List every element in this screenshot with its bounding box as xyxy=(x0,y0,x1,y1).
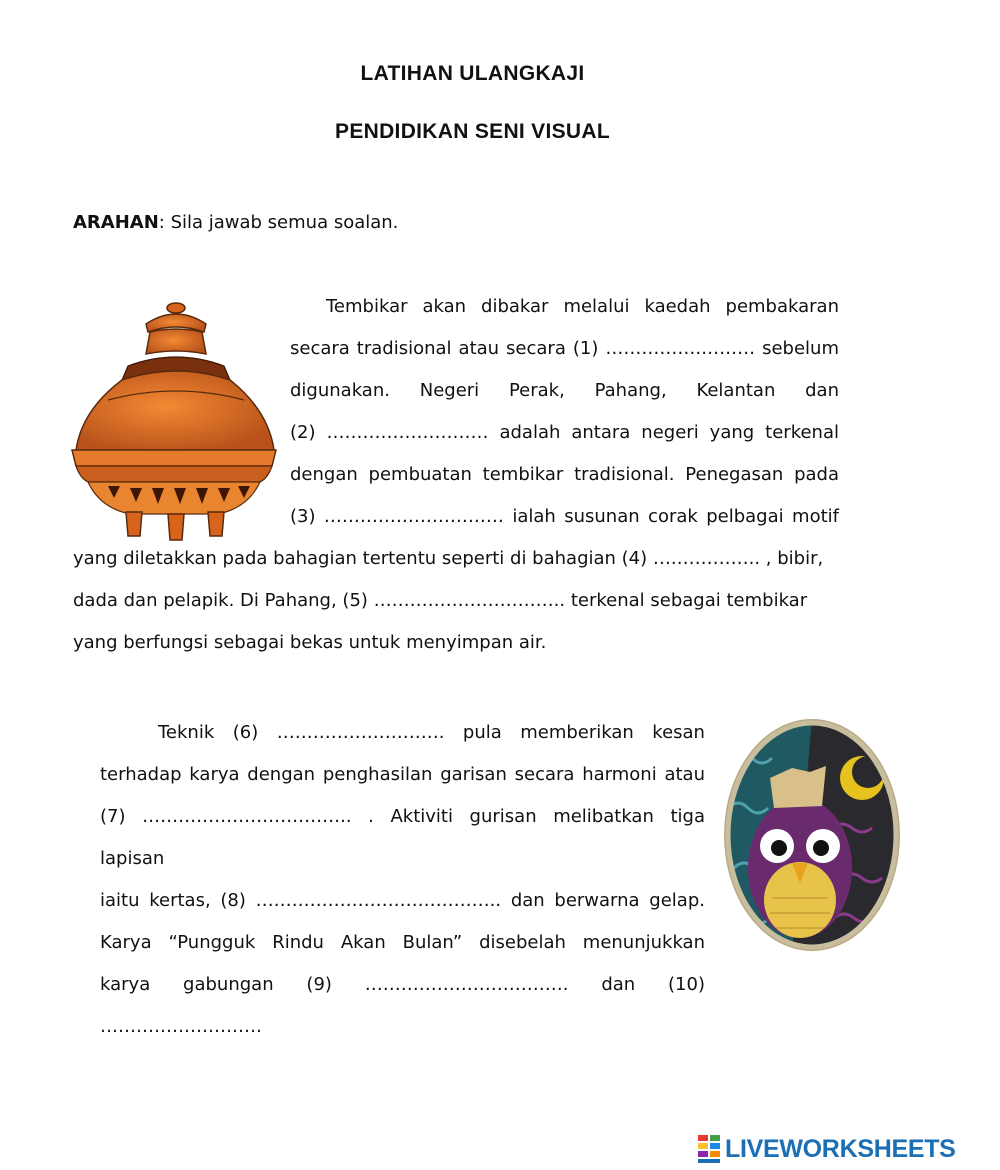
text-line: terkenal sebagai tembikar xyxy=(570,590,808,611)
answer-blank-2[interactable]: ……………………… xyxy=(326,422,489,443)
text-line: Tembikar akan dibakar melalui kaedah pembakaran xyxy=(326,296,839,317)
text-line: . Aktiviti gurisan melibatkan tiga lapisan xyxy=(100,806,705,869)
text-line: sebelum xyxy=(762,338,839,359)
owl-artwork-icon xyxy=(722,718,902,953)
paragraph-2 xyxy=(100,712,705,1048)
answer-blank-1[interactable]: …………….……… xyxy=(605,338,756,359)
answer-blank-8[interactable]: ………………………………….. xyxy=(255,890,502,911)
text-line: karya gabungan (9) xyxy=(100,974,332,995)
answer-blank-5[interactable]: ………………………….. xyxy=(373,590,566,611)
text-line: ialah susunan corak pelbagai motif xyxy=(512,506,839,527)
clay-pot-icon xyxy=(68,300,280,542)
text-line: iaitu kertas, (8) xyxy=(100,890,246,911)
text-line: secara tradisional atau secara (1) xyxy=(290,338,599,359)
paragraph-1-bottom xyxy=(73,538,839,664)
text-line: adalah antara negeri yang terkenal xyxy=(499,422,839,443)
text-line: (2) xyxy=(290,422,316,443)
text-line: yang berfungsi sebagai bekas untuk menyimpan air. xyxy=(73,632,547,653)
answer-blank-3[interactable]: ………………………… xyxy=(323,506,504,527)
text-line: yang diletakkan pada bahagian tertentu seperti di bahagian (4) xyxy=(73,548,648,569)
text-line: dada dan pelapik. Di Pahang, (5) xyxy=(73,590,368,611)
instruction-text: : Sila jawab semua soalan. xyxy=(158,212,399,233)
answer-blank-4[interactable]: ….………….. xyxy=(652,548,761,569)
text-line: digunakan. Negeri Perak, Pahang, Kelantan dan xyxy=(290,380,839,401)
text-line: terhadap karya dengan penghasilan garisan secara harmoni atau xyxy=(100,764,705,785)
text-line: (3) xyxy=(290,506,316,527)
liveworksheets-icon xyxy=(697,1134,721,1164)
text-line: pula memberikan kesan xyxy=(462,722,705,743)
answer-blank-9[interactable]: ……………………………. xyxy=(364,974,569,995)
text-line: dan berwarna gelap. xyxy=(510,890,705,911)
text-line: Teknik (6) xyxy=(158,722,259,743)
instruction-label: ARAHAN xyxy=(73,212,159,233)
instruction xyxy=(73,212,398,233)
text-line: (7) xyxy=(100,806,126,827)
text-line: dan (10) xyxy=(601,974,705,995)
paragraph-1-top xyxy=(290,286,839,538)
answer-blank-7[interactable]: …………………………….. xyxy=(142,806,352,827)
text-line: dengan pembuatan tembikar tradisional. Penegasan pada xyxy=(290,464,839,485)
brand-name: LIVEWORKSHEETS xyxy=(725,1134,956,1163)
liveworksheets-logo xyxy=(697,1132,956,1166)
answer-blank-6[interactable]: ………………………. xyxy=(276,722,445,743)
text-line: Karya “Pungguk Rindu Akan Bulan” disebelah menunjukkan xyxy=(100,932,705,953)
page-subtitle: PENDIDIKAN SENI VISUAL xyxy=(335,120,610,143)
text-line: , bibir, xyxy=(765,548,824,569)
page-title: LATIHAN ULANGKAJI xyxy=(360,62,585,85)
answer-blank-10[interactable]: ……………………… xyxy=(100,1016,262,1037)
